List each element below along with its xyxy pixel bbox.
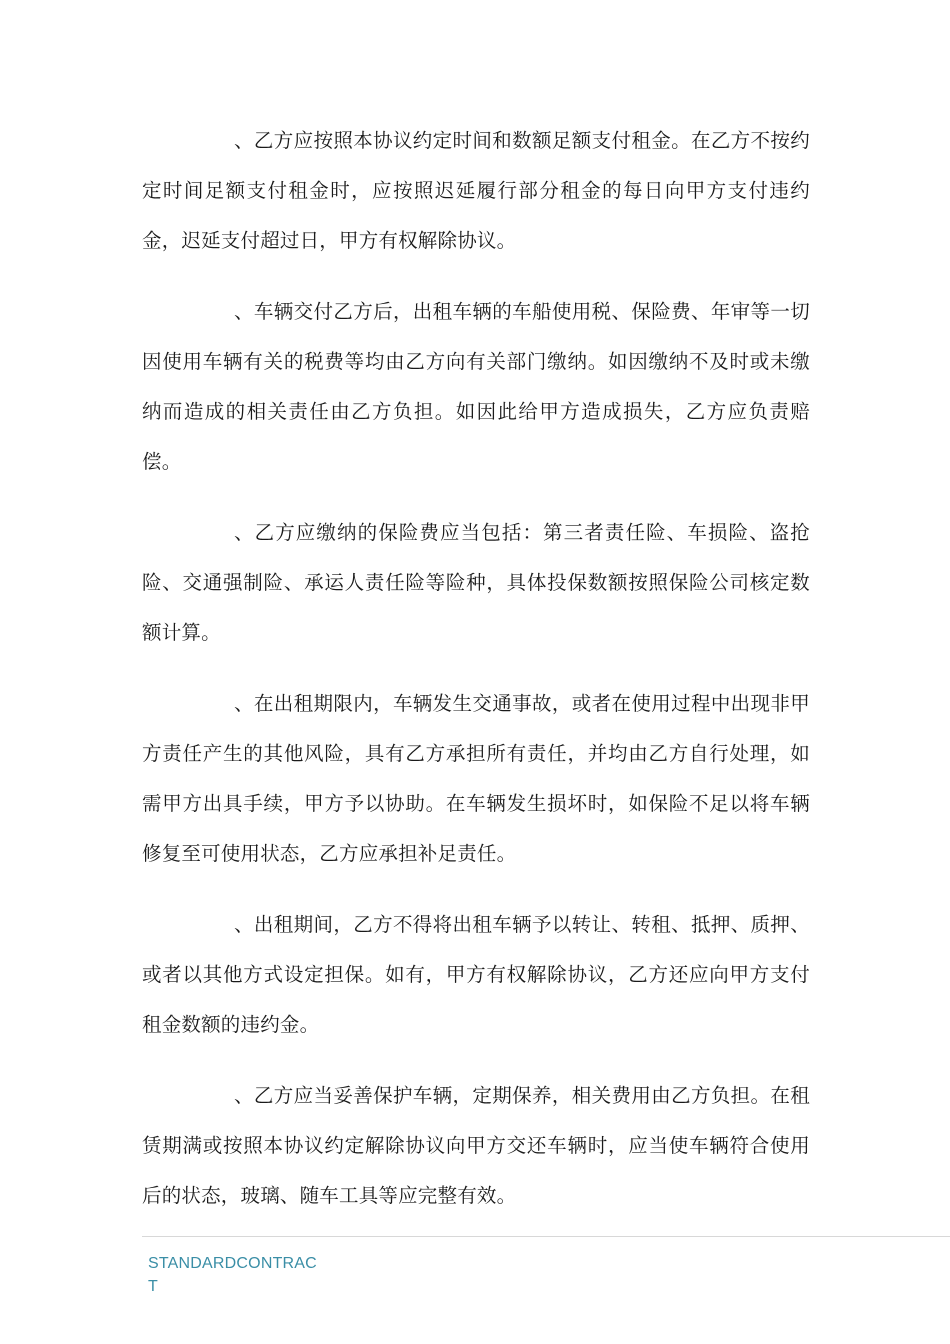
clause-paragraph: 、车辆交付乙方后，出租车辆的车船使用税、保险费、年审等一切因使用车辆有关的税费等均由乙方向有关部门缴纳。如因缴纳不及时或未缴纳而造成的相关责任由乙方负担。如因此给甲方造成损失，乙方应负责赔偿。 [142, 300, 810, 473]
clause-paragraph: 、出租期间，乙方不得将出租车辆予以转让、转租、抵押、质押、或者以其他方式设定担保。如有，甲方有权解除协议，乙方还应向甲方支付租金数额的违约金。 [142, 913, 810, 1036]
clause-paragraph: 、乙方应按照本协议约定时间和数额足额支付租金。在乙方不按约定时间足额支付租金时，应按照迟延履行部分租金的每日向甲方支付违约金，迟延支付超过日，甲方有权解除协议。 [142, 129, 810, 252]
document-body [142, 116, 810, 1242]
clause-paragraph: 、乙方应缴纳的保险费应当包括：第三者责任险、车损险、盗抢险、交通强制险、承运人责任险等险种，具体投保数额按照保险公司核定数额计算。 [142, 521, 810, 644]
footer-brand: STANDARDCONTRACT [148, 1255, 317, 1295]
footer-divider [142, 1236, 950, 1237]
clause-paragraph: 、在出租期限内，车辆发生交通事故，或者在使用过程中出现非甲方责任产生的其他风险，具有乙方承担所有责任，并均由乙方自行处理，如需甲方出具手续，甲方予以协助。在车辆发生损坏时，如保险不足以将车辆修复至可使用状态，乙方应承担补足责任。 [142, 692, 810, 865]
clause-paragraph: 、乙方应当妥善保护车辆，定期保养，相关费用由乙方负担。在租赁期满或按照本协议约定解除协议向甲方交还车辆时，应当使车辆符合使用后的状态，玻璃、随车工具等应完整有效。 [142, 1084, 810, 1207]
